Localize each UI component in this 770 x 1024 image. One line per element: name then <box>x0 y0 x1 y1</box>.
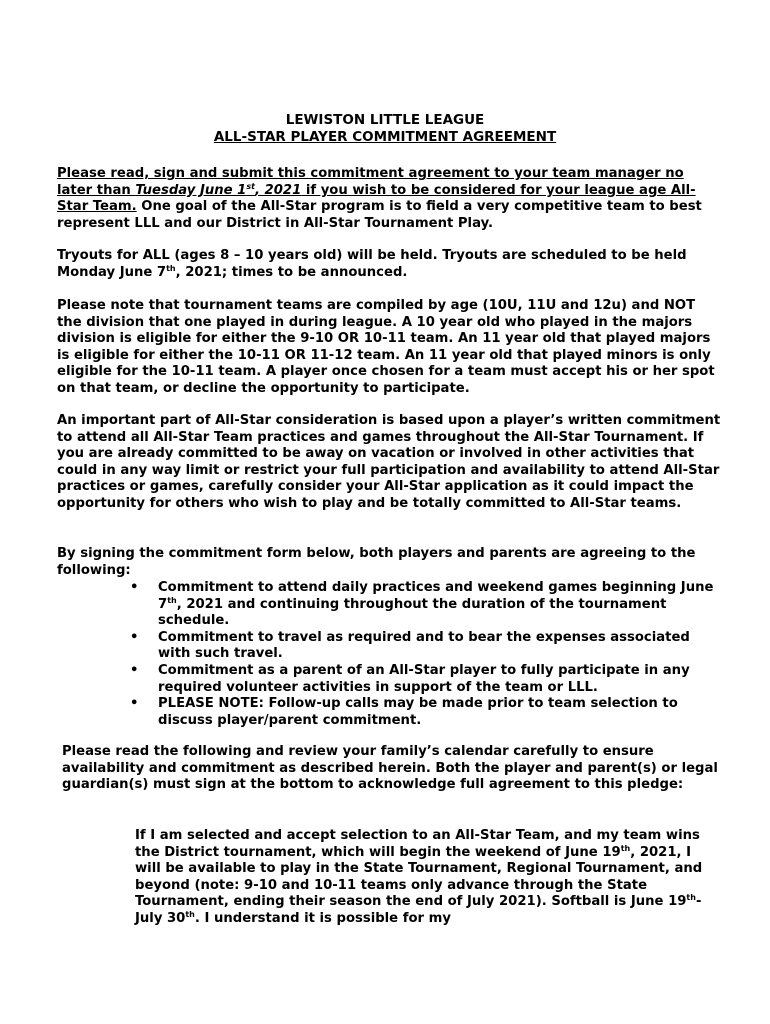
deadline-date-year: , 2021 <box>254 182 302 198</box>
bullet-4: PLEASE NOTE: Follow-up calls may be made prior to team selection to discuss player/parent commitment. <box>158 696 678 728</box>
tryouts-date-sup: th <box>166 263 176 273</box>
submission-instruction-b: if you wish to be considered for your league age All-Star Team. <box>57 182 696 215</box>
bullet-2: Commitment to travel as required and to bear the expenses associated with such travel. <box>158 629 690 662</box>
commitment-paragraph: An important part of All-Star consideration is based upon a player’s written commitment to attend all All-Star Team practices and games throughout the All-Star Tournament. If you are already committed to be away on vacation or involved in other activities that could in any way limit or restrict your full participation and availability to attend All-Star practices or games, carefully consider your All-Star application as it could impact the opportunity for others who wish to play and be totally committed to All-Star teams. <box>57 413 721 511</box>
pledge-sup-3: th <box>185 909 195 919</box>
league-title: LEWISTON LITTLE LEAGUE <box>285 112 485 128</box>
pledge-text-a: If I am selected and accept selection to an All-Star Team, and my team wins the District tournament, which will begin the weekend of June 19 <box>135 828 700 860</box>
pledge-text-c: -July 30 <box>135 894 702 926</box>
list-item <box>130 663 720 696</box>
deadline-date-main: Tuesday June 1 <box>135 182 247 198</box>
tryouts-text-a: Tryouts for ALL (ages 8 – 10 years old) will be held. Tryouts are scheduled to be held Monday June 7 <box>57 248 687 280</box>
agreement-intro-paragraph: By signing the commitment form below, both players and parents are agreeing to the following: <box>57 546 696 578</box>
bullet-marker: • <box>130 696 139 712</box>
pledge-sup-2: th <box>686 893 696 903</box>
bullet-marker: • <box>130 629 139 645</box>
program-goal: One goal of the All-Star program is to field a very competitive team to best represent LLL and our District in All-Star Tournament Play. <box>57 199 702 231</box>
deadline-date-sup: st <box>246 181 255 191</box>
agreement-title: ALL-STAR PLAYER COMMITMENT AGREEMENT <box>213 129 557 145</box>
tryouts-paragraph <box>57 248 722 281</box>
list-item <box>130 580 720 630</box>
submission-instruction-a: Please read, sign and submit this commitment agreement to your team manager no later than <box>57 166 684 198</box>
commitment-list <box>130 580 720 729</box>
list-item <box>130 630 720 663</box>
list-item <box>130 696 720 729</box>
deadline-date <box>135 183 301 198</box>
submission-paragraph <box>57 166 722 232</box>
calendar-review-paragraph: Please read the following and review your family’s calendar carefully to ensure availability and commitment as described herein. Both the player and parent(s) or legal guardian(s) must sign at the bottom to acknowledge full agreement to this pledge: <box>62 744 718 793</box>
pledge-text-d: . I understand it is possible for my <box>194 910 451 926</box>
bullet-1-a: Commitment to attend daily practices and weekend games beginning June 7 <box>158 580 714 612</box>
bullet-3: Commitment as a parent of an All-Star player to fully participate in any required volunteer activities in support of the team or LLL. <box>158 662 690 695</box>
pledge-text-b: , 2021, I will be available to play in the State Tournament, Regional Tournament, and beyond (note: 9-10 and 10-11 teams only advance through the State Tournament, ending their season the end of July 2021). Softball is June 19 <box>135 844 703 910</box>
tryouts-text-b: , 2021; times to be announced. <box>175 264 408 280</box>
eligibility-paragraph: Please note that tournament teams are compiled by age (10U, 11U and 12u) and NOT the division that one played in during league. A 10 year old who played in the majors division is eligible for either the 9-10 OR 10-11 team. An 11 year old that played majors is eligible for either the 10-11 OR 11-12 team. An 11 year old that played minors is only eligible for the 10-11 team. A player once chosen for a team must accept his or her spot on that team, or decline the opportunity to participate. <box>57 298 715 396</box>
bullet-1-b: , 2021 and continuing throughout the duration of the tournament schedule. <box>158 596 667 629</box>
bullet-1-sup: th <box>167 595 177 605</box>
pledge-sup-1: th <box>620 843 631 853</box>
pledge-paragraph <box>135 828 705 928</box>
bullet-marker: • <box>130 580 139 595</box>
bullet-marker: • <box>130 662 139 678</box>
